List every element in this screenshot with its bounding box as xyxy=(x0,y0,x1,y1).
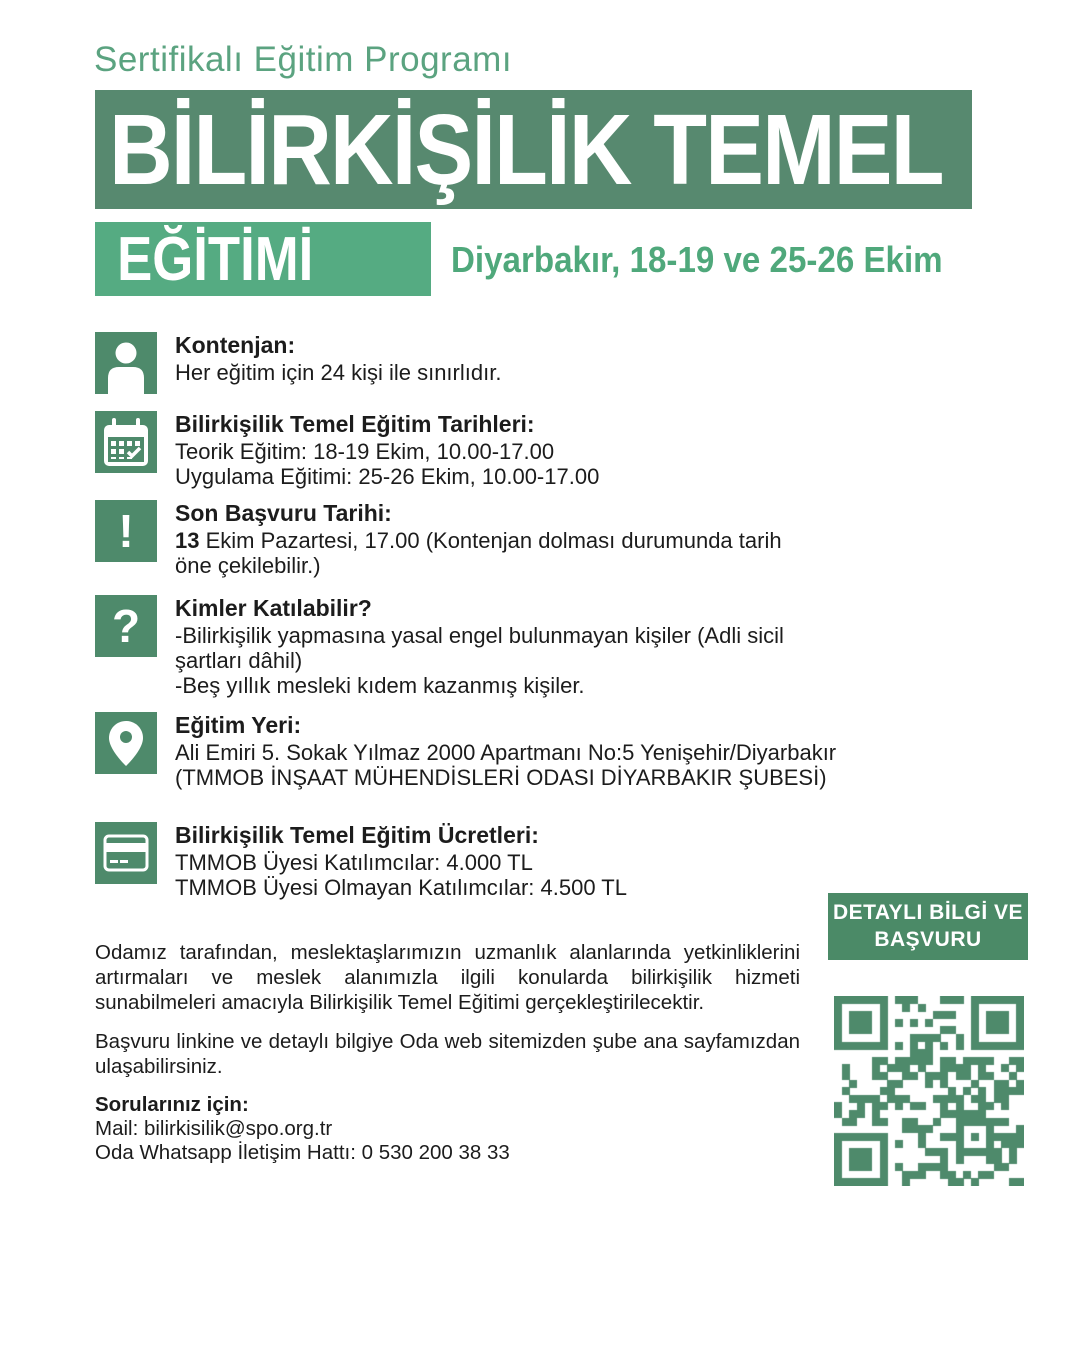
contact-whatsapp: Oda Whatsapp İletişim Hattı: 0 530 200 38 33 xyxy=(95,1141,510,1164)
text-line: Ali Emiri 5. Sokak Yılmaz 2000 Apartmanı No:5 Yenişehir/Diyarbakır xyxy=(175,740,837,765)
text-line: öne çekilebilir.) xyxy=(175,553,321,578)
section-lines xyxy=(175,360,905,385)
qr-code-canvas xyxy=(834,996,1024,1186)
section-lines xyxy=(175,623,905,698)
section-title: Son Başvuru Tarihi: xyxy=(175,500,392,526)
text-line: -Bilirkişilik yapmasına yasal engel bulunmayan kişiler (Adli sicil xyxy=(175,623,784,648)
poster-title-line2: EĞİTİMİ xyxy=(117,225,314,294)
section-title: Kimler Katılabilir? xyxy=(175,595,372,621)
section-title: Eğitim Yeri: xyxy=(175,712,302,738)
section-lines xyxy=(175,740,905,790)
text-line: (TMMOB İNŞAAT MÜHENDİSLERİ ODASI DİYARBAKIR ŞUBESİ) xyxy=(175,765,827,790)
date-location: Diyarbakır, 18-19 ve 25-26 Ekim xyxy=(451,239,943,280)
cta-line2: BAŞVURU xyxy=(874,928,982,951)
section-title: Bilirkişilik Temel Eğitim Ücretleri: xyxy=(175,822,539,848)
credit-card-icon xyxy=(95,822,157,884)
exclamation-glyph: ! xyxy=(118,505,134,557)
qr-code xyxy=(834,996,1024,1186)
exclamation-icon xyxy=(95,500,157,562)
contact-mail: Mail: bilirkisilik@spo.org.tr xyxy=(95,1117,333,1140)
person-icon xyxy=(95,332,157,394)
section-title: Kontenjan: xyxy=(175,332,296,358)
text-line: Teorik Eğitim: 18-19 Ekim, 10.00-17.00 xyxy=(175,439,555,464)
text-line: TMMOB Üyesi Olmayan Katılımcılar: 4.500 TL xyxy=(175,875,627,900)
question-icon xyxy=(95,595,157,657)
text-line: -Beş yıllık mesleki kıdem kazanmış kişiler. xyxy=(175,673,585,698)
program-label: Sertifikalı Eğitim Programı xyxy=(94,40,513,79)
title-banner-line2 xyxy=(95,222,431,296)
section-lines xyxy=(175,850,905,900)
title-banner xyxy=(95,90,972,209)
body-text xyxy=(95,940,800,1165)
cta-badge xyxy=(828,893,1028,960)
contact-block xyxy=(95,1093,800,1165)
poster-title: BİLİRKİŞİLİK TEMEL xyxy=(109,94,943,206)
section-lines xyxy=(175,528,905,578)
cta-line1: DETAYLI BİLGİ VE xyxy=(832,901,1024,924)
section-lines xyxy=(175,439,905,489)
application-paragraph: Başvuru linkine ve detaylı bilgiye Oda web sitemizden şube ana sayfamızdan ulaşabilirsiniz. xyxy=(95,1030,800,1078)
contact-heading: Sorularınız için: xyxy=(95,1093,249,1116)
question-glyph: ? xyxy=(111,600,141,652)
text-line: Her eğitim için 24 kişi ile sınırlıdır. xyxy=(175,360,502,385)
text-line: 13 Ekim Pazartesi, 17.00 (Kontenjan dolması durumunda tarih xyxy=(175,528,782,553)
location-pin-icon xyxy=(95,712,157,774)
text-line: TMMOB Üyesi Katılımcılar: 4.000 TL xyxy=(175,850,533,875)
section-title: Bilirkişilik Temel Eğitim Tarihleri: xyxy=(175,411,535,437)
calendar-icon xyxy=(95,411,157,473)
text-line: Uygulama Eğitimi: 25-26 Ekim, 10.00-17.00 xyxy=(175,464,600,489)
intro-paragraph: Odamız tarafından, meslektaşlarımızın uzmanlık alanlarında yetkinliklerini artırmaları ve meslek alanımızla ilgili konularda bilirkişilik hizmeti sunabilmeleri amacıyla Bilirkişilik Temel Eğitimi gerçekleştirilecektir. xyxy=(95,941,800,1014)
text-line: şartları dâhil) xyxy=(175,648,303,673)
